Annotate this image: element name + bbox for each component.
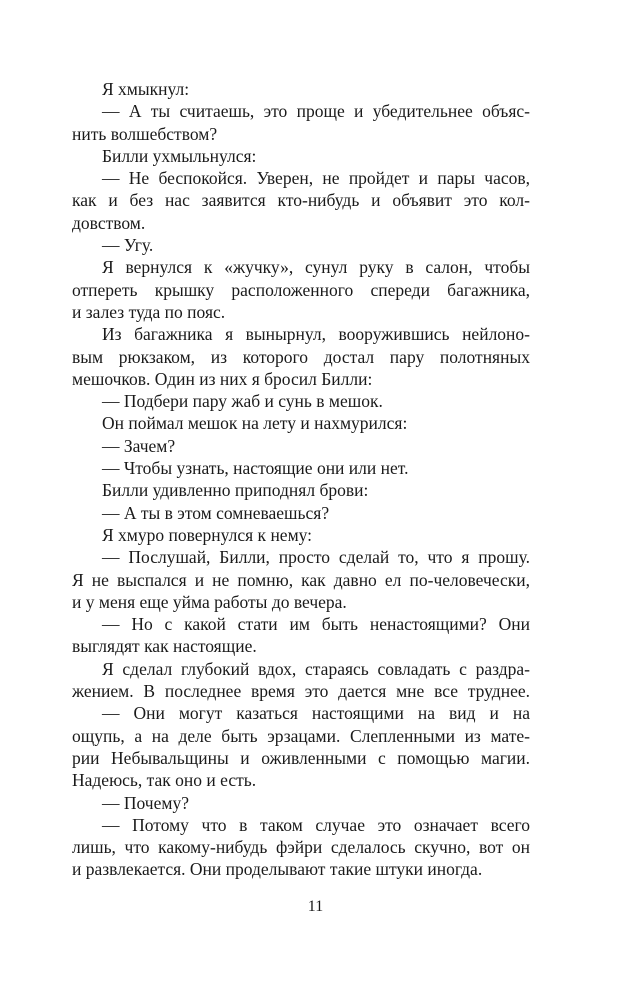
text-line: — Потому что в таком случае это означает всего xyxy=(102,814,530,835)
text-line: — Послушай, Билли, просто сделай то, что я прошу. xyxy=(102,547,530,568)
text-line: Он поймал мешок на лету и нахмурился: xyxy=(102,413,408,434)
text-line: Надеюсь, так оно и есть. xyxy=(72,770,257,791)
text-line: Я сделал глубокий вдох, стараясь совладать с раздра- xyxy=(102,658,530,679)
text-line: — Чтобы узнать, настоящие они или нет. xyxy=(102,458,409,479)
text-line: Я не выспался и не помню, как давно ел по-человечески, xyxy=(72,569,530,590)
text-line: — Угу. xyxy=(102,235,154,256)
text-line: довством. xyxy=(72,212,146,233)
text-line: — А ты считаешь, это проще и убедительнее объяс- xyxy=(102,101,530,122)
text-line: лишь, что какому-нибудь фэйри сделалось скучно, вот он xyxy=(72,837,530,858)
text-line: Из багажника я вынырнул, вооружившись нейлоно- xyxy=(102,324,530,345)
text-line: Я хмуро повернулся к нему: xyxy=(102,524,313,545)
text-line: Билли ухмыльнулся: xyxy=(102,145,257,166)
text-line: — Почему? xyxy=(102,792,189,813)
text-line: — Не беспокойся. Уверен, не пройдет и пары часов, xyxy=(102,168,530,189)
page-number: 11 xyxy=(307,898,324,915)
text-line: — А ты в этом сомневаешься? xyxy=(102,502,330,523)
text-line: Я хмыкнул: xyxy=(102,79,190,99)
text-line: рии Небывальщины и оживленными с помощью магии. xyxy=(72,747,530,768)
text-line: — Подбери пару жаб и сунь в мешок. xyxy=(102,391,383,412)
text-line: Я вернулся к «жучку», сунул руку в салон, чтобы xyxy=(102,257,530,278)
text-line: — Зачем? xyxy=(102,435,176,456)
text-line: отпереть крышку расположенного спереди багажника, xyxy=(72,279,530,300)
text-line: и залез туда по пояс. xyxy=(72,301,226,322)
text-line: мешочков. Один из них я бросил Билли: xyxy=(72,368,373,389)
text-line: нить волшебством? xyxy=(72,123,218,144)
text-line: — Но с какой стати им быть ненастоящими? Они xyxy=(102,614,530,635)
body-text xyxy=(72,78,530,881)
text-line: выглядят как настоящие. xyxy=(72,636,257,657)
text-line: вым рюкзаком, из которого достал пару полотняных xyxy=(72,346,530,367)
text-line: — Они могут казаться настоящими на вид и на xyxy=(102,703,530,724)
text-line: жением. В последнее время это дается мне все труднее. xyxy=(72,681,530,702)
text-line: и у меня еще уйма работы до вечера. xyxy=(72,591,347,612)
text-line: как и без нас заявится кто-нибудь и объявит это кол- xyxy=(72,190,530,211)
text-line: и развлекается. Они проделывают такие штуки иногда. xyxy=(72,859,483,880)
text-line: Билли удивленно приподнял брови: xyxy=(102,480,369,501)
text-line: ощупь, а на деле быть эрзацами. Слепленными из мате- xyxy=(72,725,530,746)
